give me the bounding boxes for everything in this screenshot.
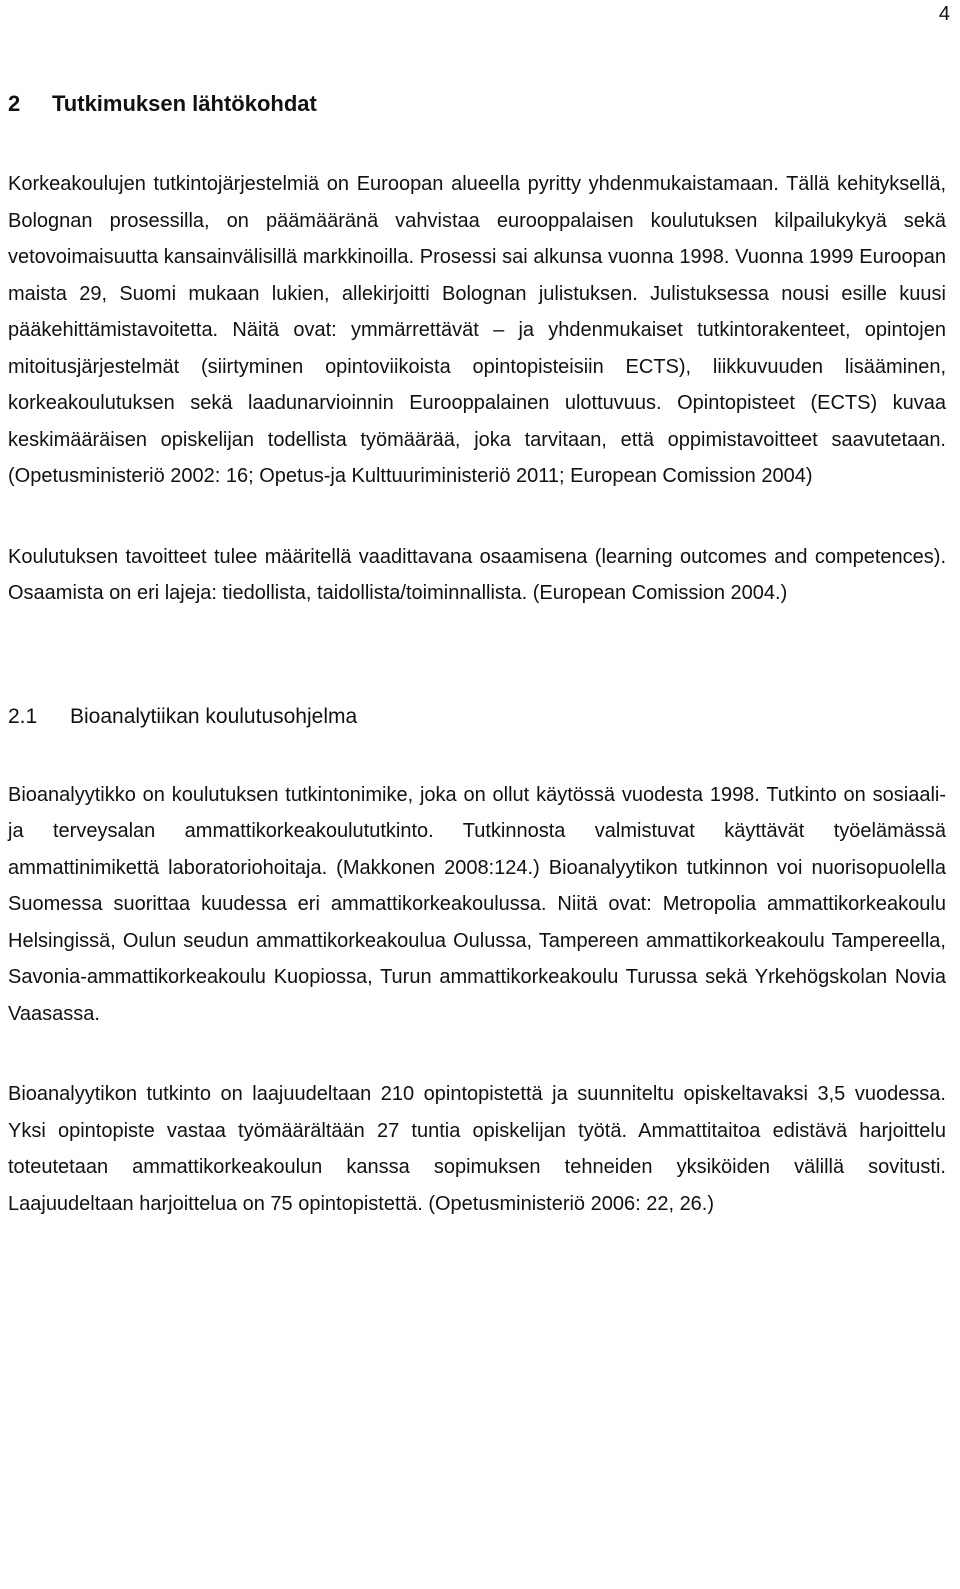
chapter-number: 2 [8,91,21,116]
document-body [8,86,946,1222]
section-number: 2.1 [8,704,38,728]
paragraph-learning-outcomes: Koulutuksen tavoitteet tulee määritellä vaadittavana osaamisena (learning outcomes and competences). Osaamista on eri lajeja: tiedollista, taidollista/toiminnallista. (European Comission 2004.) [8,545,946,604]
chapter-heading [8,86,946,122]
page-number: 4 [938,3,950,25]
paragraph-bologna: Korkeakoulujen tutkintojärjestelmiä on Euroopan alueella pyritty yhdenmukaistamaan. Tällä kehityksellä, Bolognan prosessilla, on päämääränä vahvistaa eurooppalaisen koulutuksen kilpailukykyä sekä vetovoimaisuutta kansainvälisillä markkinoilla. Prosessi sai alkunsa vuonna 1998. Vuonna 1999 Euroopan maista 29, Suomi mukaan lukien, allekirjoitti Bolognan julistuksen. Julistuksessa nousi esille kuusi pääkehittämistavoitetta. Näitä ovat: ymmärrettävät – ja yhdenmukaiset tutkintorakenteet, opintojen mitoitusjärjestelmät (siirtyminen opintoviikoista opintopisteisiin ECTS), liikkuvuuden lisääminen, korkeakoulutuksen sekä laadunarvioinnin Eurooppalainen ulottuvuus. Opintopisteet (ECTS) kuvaa keskimääräisen opiskelijan todellista työmäärää, joka tarvitaan, että oppimistavoitteet saavutetaan. (Opetusministeriö 2002: 16; Opetus-ja Kulttuuriministeriö 2011; European Comission 2004) [8,173,946,487]
paragraph-degree-scope: Bioanalyytikon tutkinto on laajuudeltaan 210 opintopistettä ja suunniteltu opiskeltavaksi 3,5 vuodessa. Yksi opintopiste vastaa työmäärältään 27 tuntia opiskelijan työtä. Ammattitaitoa edistävä harjoittelu toteutetaan ammattikorkeakoulun kanssa sopimuksen tehneiden yksiköiden välillä sovitusti. Laajuudeltaan harjoittelua on 75 opintopistettä. (Opetusministeriö 2006: 22, 26.) [8,1083,946,1215]
section-heading [8,699,946,735]
section-title: Bioanalytiikan koulutusohjelma [70,704,358,728]
paragraph-degree-title: Bioanalyytikko on koulutuksen tutkintonimike, joka on ollut käytössä vuodesta 1998. Tutkinto on sosiaali- ja terveysalan ammattikorkeakoulututkinto. Tutkinnosta valmistuvat käyttävät työelämässä ammattinimikettä laboratoriohoitaja. (Makkonen 2008:124.) Bioanalyytikon tutkinnon voi nuorisopuolella Suomessa suorittaa kuudessa eri ammattikorkeakoulussa. Niitä ovat: Metropolia ammattikorkeakoulu Helsingissä, Oulun seudun ammattikorkeakoulua Oulussa, Tampereen ammattikorkeakoulu Tampereella, Savonia-ammattikorkeakoulu Kuopiossa, Turun ammattikorkeakoulu Turussa sekä Yrkehögskolan Novia Vaasassa. [8,783,946,1025]
chapter-title: Tutkimuksen lähtökohdat [52,91,317,116]
